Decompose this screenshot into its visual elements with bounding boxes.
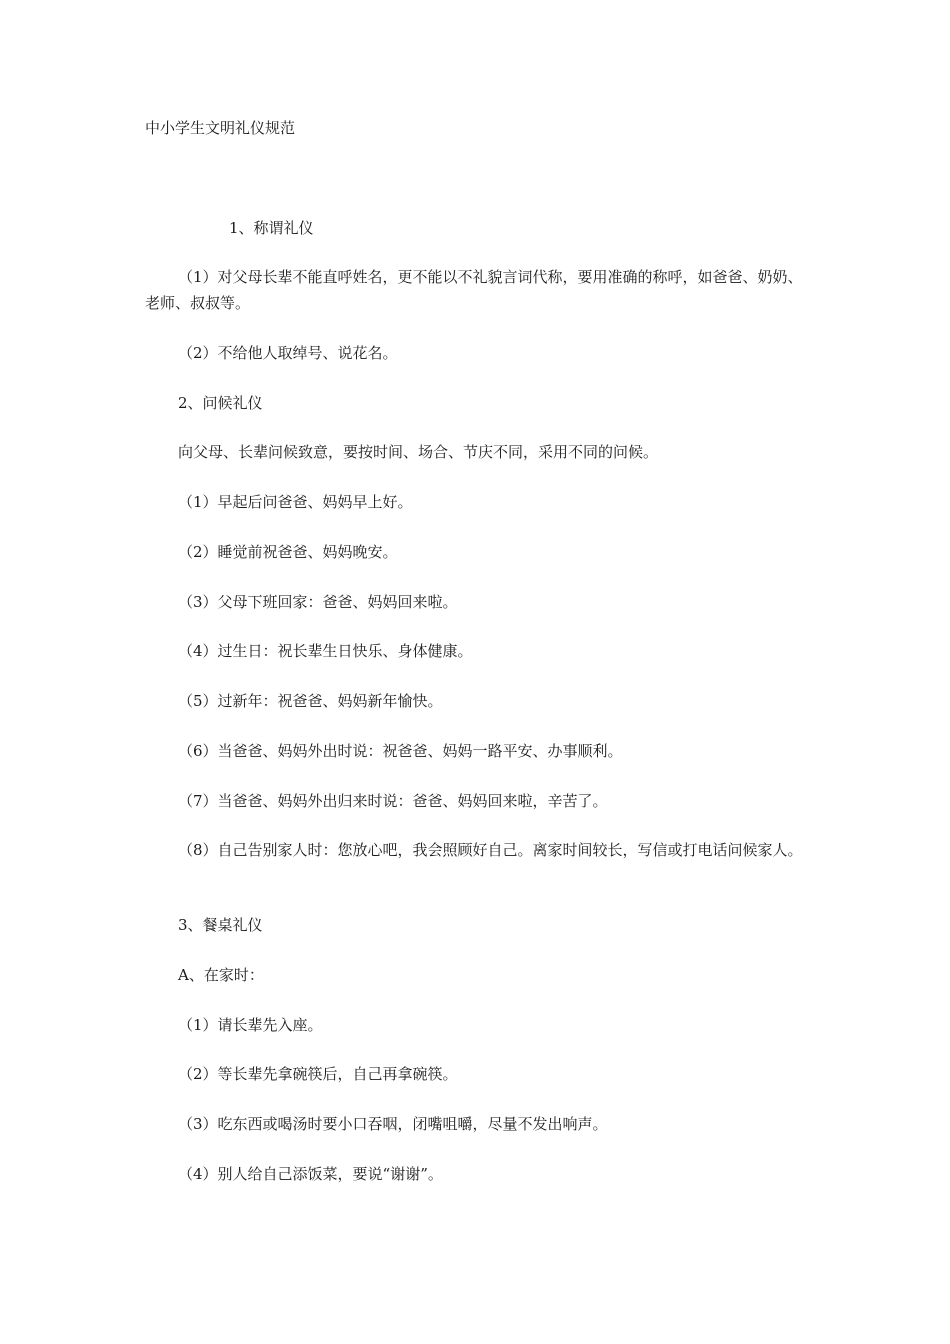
list-item: （4）别人给自己添饭菜，要说“谢谢”。 xyxy=(178,1165,443,1183)
subheading-at-home: A、在家时： xyxy=(178,966,264,984)
list-item: （3）吃东西或喝汤时要小口吞咽，闭嘴咀嚼，尽量不发出响声。 xyxy=(178,1115,608,1133)
section-heading-titles: 1、称谓礼仪 xyxy=(229,219,314,237)
list-item: （1）早起后问爸爸、妈妈早上好。 xyxy=(178,493,413,511)
list-item: （2）睡觉前祝爸爸、妈妈晚安。 xyxy=(178,543,398,561)
list-item: （6）当爸爸、妈妈外出时说：祝爸爸、妈妈一路平安、办事顺利。 xyxy=(178,742,623,760)
list-item: （5）过新年：祝爸爸、妈妈新年愉快。 xyxy=(178,692,443,710)
paragraph-titles-2: （2）不给他人取绰号、说花名。 xyxy=(178,344,398,362)
section-heading-dining: 3、餐桌礼仪 xyxy=(178,916,263,934)
list-item: （7）当爸爸、妈妈外出归来时说：爸爸、妈妈回来啦，辛苦了。 xyxy=(178,792,608,810)
paragraph-titles-1: （1）对父母长辈不能直呼姓名，更不能以不礼貌言词代称，要用准确的称呼，如爸爸、奶奶、老师、叔叔等。 xyxy=(145,268,803,312)
document-title: 中小学生文明礼仪规范 xyxy=(145,119,296,137)
list-item: （1）请长辈先入座。 xyxy=(178,1016,323,1034)
list-item: （2）等长辈先拿碗筷后，自己再拿碗筷。 xyxy=(178,1065,458,1083)
list-item: （3）父母下班回家：爸爸、妈妈回来啦。 xyxy=(178,593,458,611)
list-item: （4）过生日：祝长辈生日快乐、身体健康。 xyxy=(178,642,473,660)
section-heading-greetings: 2、问候礼仪 xyxy=(178,394,263,412)
paragraph-greetings-intro: 向父母、长辈问候致意，要按时间、场合、节庆不同，采用不同的问候。 xyxy=(178,443,659,461)
list-item: （8）自己告别家人时：您放心吧，我会照顾好自己。离家时间较长，写信或打电话问候家人。 xyxy=(178,841,803,859)
